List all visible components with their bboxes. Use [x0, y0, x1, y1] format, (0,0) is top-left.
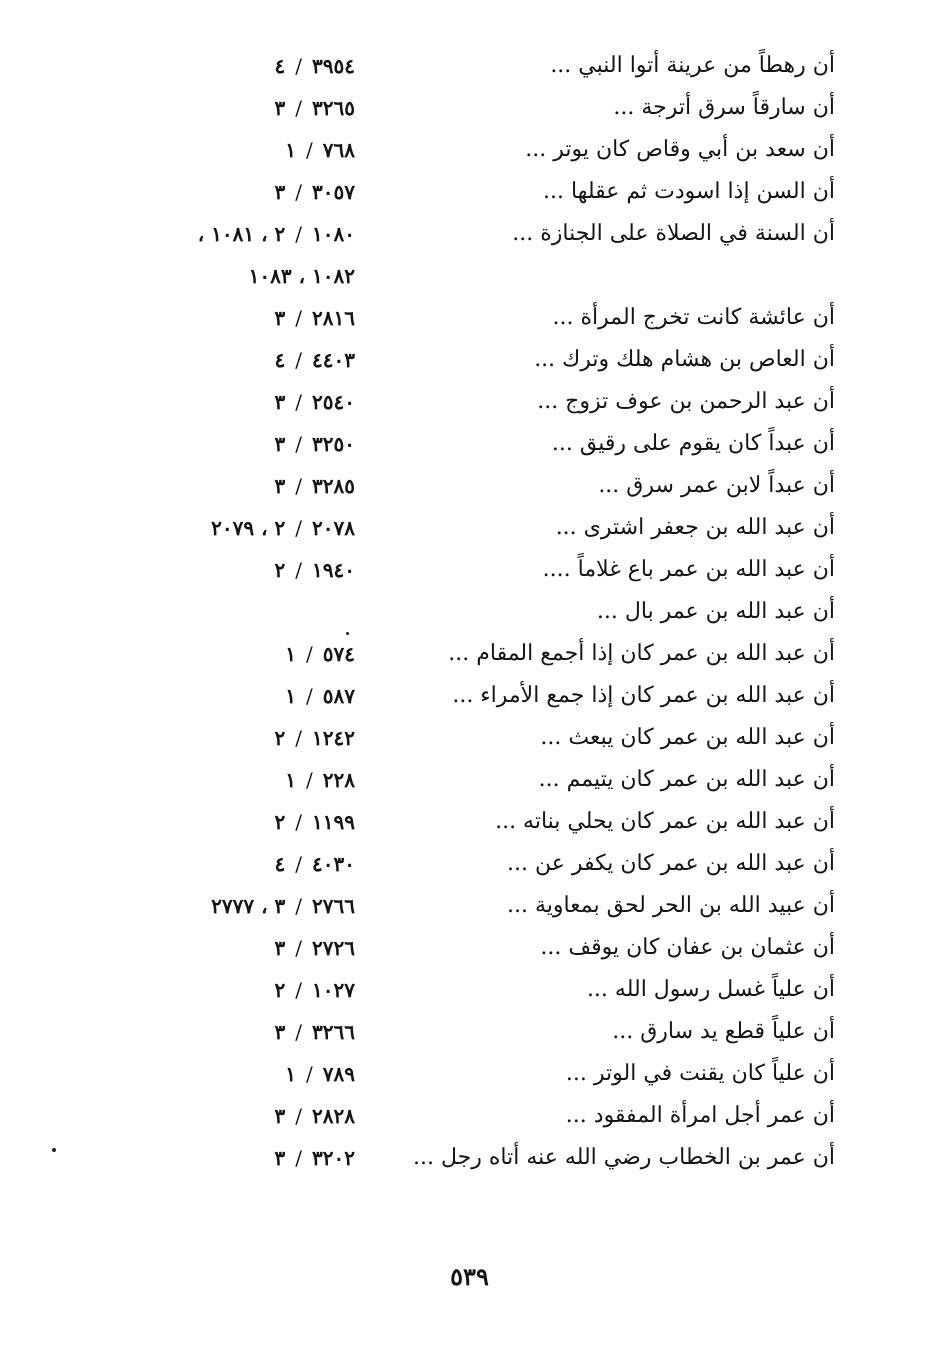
hadith-reference [275, 387, 355, 417]
volume-number: ٣ [274, 390, 286, 414]
index-entry [0, 675, 939, 717]
reference-separator: / [295, 726, 303, 750]
hadith-reference [275, 471, 355, 501]
reference-separator: / [295, 810, 303, 834]
hadith-reference [211, 891, 355, 921]
hadith-opening-phrase: أن عبد الله بن عمر باع غلاماً .... [542, 557, 835, 582]
hadith-opening-phrase: أن العاص بن هشام هلك وترك ... [534, 347, 835, 372]
volume-number: ٣ [274, 936, 286, 960]
volume-number: ٢ [274, 978, 286, 1002]
hadith-numbers: ١٠٨٠ ، ١٠٨١ ، [197, 222, 355, 246]
hadith-numbers: ١٩٤٠ [312, 558, 355, 582]
index-entry [0, 465, 939, 507]
index-entry [0, 633, 939, 675]
hadith-index-list [0, 45, 939, 1179]
hadith-numbers: ٢٠٧٨ ، ٢٠٧٩ [211, 516, 355, 540]
index-entry [0, 507, 939, 549]
print-speck [346, 632, 349, 635]
reference-separator: / [306, 768, 313, 792]
reference-separator: / [295, 96, 303, 120]
volume-number: ٢ [274, 222, 286, 246]
volume-number: ٤ [274, 348, 286, 372]
hadith-numbers: ٣٢٦٥ [312, 96, 355, 120]
hadith-opening-phrase: أن عائشة كانت تخرج المرأة ... [552, 305, 835, 330]
volume-number: ٣ [274, 474, 286, 498]
index-entry [0, 549, 939, 591]
hadith-numbers: ٢٥٤٠ [312, 390, 355, 414]
hadith-opening-phrase: أن عبد الرحمن بن عوف تزوج ... [537, 389, 835, 414]
index-entry [0, 969, 939, 1011]
hadith-opening-phrase: أن عبد الله بن عمر بال ... [596, 599, 835, 624]
index-entry [0, 255, 939, 297]
hadith-numbers: ٢٨٢٨ [312, 1104, 355, 1128]
hadith-opening-phrase: أن علياً قطع يد سارق ... [612, 1019, 835, 1044]
reference-separator: / [295, 222, 303, 246]
hadith-reference [275, 1017, 355, 1047]
volume-number: ١ [285, 138, 297, 162]
index-entry [0, 423, 939, 465]
hadith-numbers: ٢٢٨ [322, 768, 355, 792]
hadith-opening-phrase: أن عبد الله بن عمر كان يكفر عن ... [506, 851, 835, 876]
volume-number: ٤ [274, 54, 286, 78]
volume-number: ٣ [274, 1020, 286, 1044]
hadith-numbers: ٥٨٧ [322, 684, 355, 708]
volume-number: ٣ [274, 1104, 286, 1128]
reference-separator: / [295, 558, 303, 582]
volume-number: ٢ [274, 810, 286, 834]
hadith-reference [275, 345, 355, 375]
volume-number: ٤ [274, 852, 286, 876]
reference-separator: / [295, 474, 303, 498]
volume-number: ٢ [274, 726, 286, 750]
hadith-reference [275, 933, 355, 963]
index-entry [0, 885, 939, 927]
volume-number: ٣ [274, 894, 286, 918]
hadith-reference [211, 513, 355, 543]
volume-number: ٣ [274, 1146, 286, 1170]
hadith-reference [198, 219, 355, 249]
hadith-numbers: ١٠٢٧ [312, 978, 355, 1002]
hadith-numbers: ٣٢٥٠ [312, 432, 355, 456]
hadith-numbers: ٤٠٣٠ [312, 852, 355, 876]
page-number: ٥٣٩ [450, 1262, 489, 1291]
hadith-opening-phrase: أن عبد الله بن جعفر اشترى ... [555, 515, 835, 540]
hadith-reference [275, 723, 355, 753]
index-entry [0, 297, 939, 339]
hadith-opening-phrase: أن عمر بن الخطاب رضي الله عنه أتاه رجل ... [413, 1145, 835, 1170]
hadith-numbers: ٣٢٠٢ [312, 1146, 355, 1170]
hadith-numbers: ٢٨١٦ [312, 306, 355, 330]
hadith-numbers: ٧٦٨ [322, 138, 355, 162]
hadith-reference [285, 639, 355, 669]
hadith-reference [275, 51, 355, 81]
hadith-opening-phrase: أن علياً كان يقنت في الوتر ... [565, 1061, 835, 1086]
hadith-opening-phrase: أن سارقاً سرق أترجة ... [613, 95, 835, 120]
hadith-opening-phrase: أن علياً غسل رسول الله ... [586, 977, 835, 1002]
volume-number: ٣ [274, 432, 286, 456]
hadith-opening-phrase: أن عبد الله بن عمر كان إذا جمع الأمراء ... [452, 683, 835, 708]
index-entry [0, 1053, 939, 1095]
hadith-reference [285, 681, 355, 711]
hadith-opening-phrase: أن عبداً لابن عمر سرق ... [598, 473, 835, 498]
hadith-numbers: ١٢٤٢ [312, 726, 355, 750]
hadith-opening-phrase: أن السن إذا اسودت ثم عقلها ... [543, 179, 835, 204]
hadith-numbers: ٣٩٥٤ [312, 54, 355, 78]
index-entry [0, 129, 939, 171]
index-entry [0, 1095, 939, 1137]
reference-separator: / [306, 138, 313, 162]
hadith-reference [285, 135, 355, 165]
hadith-reference [275, 807, 355, 837]
reference-separator: / [295, 894, 303, 918]
hadith-numbers: ١١٩٩ [312, 810, 355, 834]
volume-number: ٢ [274, 516, 286, 540]
index-entry [0, 213, 939, 255]
hadith-reference [285, 765, 355, 795]
volume-number: ١ [285, 768, 297, 792]
hadith-opening-phrase: أن رهطاً من عرينة أتوا النبي ... [550, 53, 835, 78]
volume-number: ٣ [274, 306, 286, 330]
hadith-numbers: ٢٧٢٦ [312, 936, 355, 960]
index-entry [0, 1137, 939, 1179]
hadith-opening-phrase: أن عمر أجل امرأة المفقود ... [565, 1103, 835, 1128]
hadith-numbers: ٤٤٠٣ [312, 348, 355, 372]
hadith-opening-phrase: أن السنة في الصلاة على الجنازة ... [512, 221, 835, 246]
index-entry [0, 927, 939, 969]
hadith-numbers: ٥٧٤ [322, 642, 355, 666]
index-entry [0, 1011, 939, 1053]
index-entry [0, 381, 939, 423]
hadith-reference [275, 1101, 355, 1131]
reference-separator: / [295, 1104, 303, 1128]
hadith-reference [275, 849, 355, 879]
reference-separator: / [306, 642, 313, 666]
hadith-opening-phrase: أن عبد الله بن عمر كان يتيمم ... [538, 767, 835, 792]
index-entry [0, 87, 939, 129]
index-entry [0, 801, 939, 843]
hadith-numbers: ٢٧٦٦ ، ٢٧٧٧ [211, 894, 355, 918]
hadith-opening-phrase: أن عبد الله بن عمر كان يبعث ... [540, 725, 835, 750]
volume-number: ٢ [274, 558, 286, 582]
reference-separator: / [295, 54, 303, 78]
reference-separator: / [295, 936, 303, 960]
hadith-opening-phrase: أن عثمان بن عفان كان يوقف ... [540, 935, 835, 960]
hadith-numbers: ٣٢٨٥ [312, 474, 355, 498]
volume-number: ٣ [274, 180, 286, 204]
index-entry [0, 717, 939, 759]
volume-number: ١ [285, 684, 297, 708]
hadith-numbers: ٣٠٥٧ [312, 180, 355, 204]
hadith-opening-phrase: أن عبيد الله بن الحر لحق بمعاوية ... [506, 893, 835, 918]
index-entry [0, 171, 939, 213]
hadith-reference [285, 1059, 355, 1089]
hadith-reference [275, 177, 355, 207]
reference-separator: / [295, 1020, 303, 1044]
hadith-reference [275, 975, 355, 1005]
hadith-opening-phrase: أن سعد بن أبي وقاص كان يوتر ... [525, 137, 835, 162]
reference-separator: / [295, 516, 303, 540]
print-speck [52, 1148, 56, 1152]
volume-number: ١ [285, 642, 297, 666]
index-entry [0, 843, 939, 885]
index-entry [0, 591, 939, 633]
volume-number: ١ [285, 1062, 297, 1086]
reference-separator: / [295, 390, 303, 414]
reference-separator: / [306, 684, 313, 708]
hadith-reference [275, 555, 355, 585]
hadith-opening-phrase: أن عبداً كان يقوم على رقيق ... [551, 431, 835, 456]
hadith-numbers: ٧٨٩ [322, 1062, 355, 1086]
hadith-numbers: ٣٢٦٦ [312, 1020, 355, 1044]
hadith-opening-phrase: أن عبد الله بن عمر كان إذا أجمع المقام ... [448, 641, 835, 666]
index-entry [0, 339, 939, 381]
volume-number: ٣ [274, 96, 286, 120]
reference-separator: / [295, 852, 303, 876]
reference-separator: / [306, 1062, 313, 1086]
hadith-reference [275, 429, 355, 459]
hadith-opening-phrase: أن عبد الله بن عمر كان يحلي بناته ... [495, 809, 835, 834]
reference-separator: / [295, 180, 303, 204]
index-entry [0, 45, 939, 87]
hadith-reference [275, 93, 355, 123]
hadith-reference [249, 261, 355, 291]
reference-separator: / [295, 978, 303, 1002]
reference-separator: / [295, 1146, 303, 1170]
reference-separator: / [295, 432, 303, 456]
reference-separator: / [295, 348, 303, 372]
index-entry [0, 759, 939, 801]
hadith-numbers: ١٠٨٢ ، ١٠٨٣ [248, 264, 355, 288]
hadith-reference [275, 1143, 355, 1173]
hadith-reference [275, 303, 355, 333]
reference-separator: / [295, 306, 303, 330]
